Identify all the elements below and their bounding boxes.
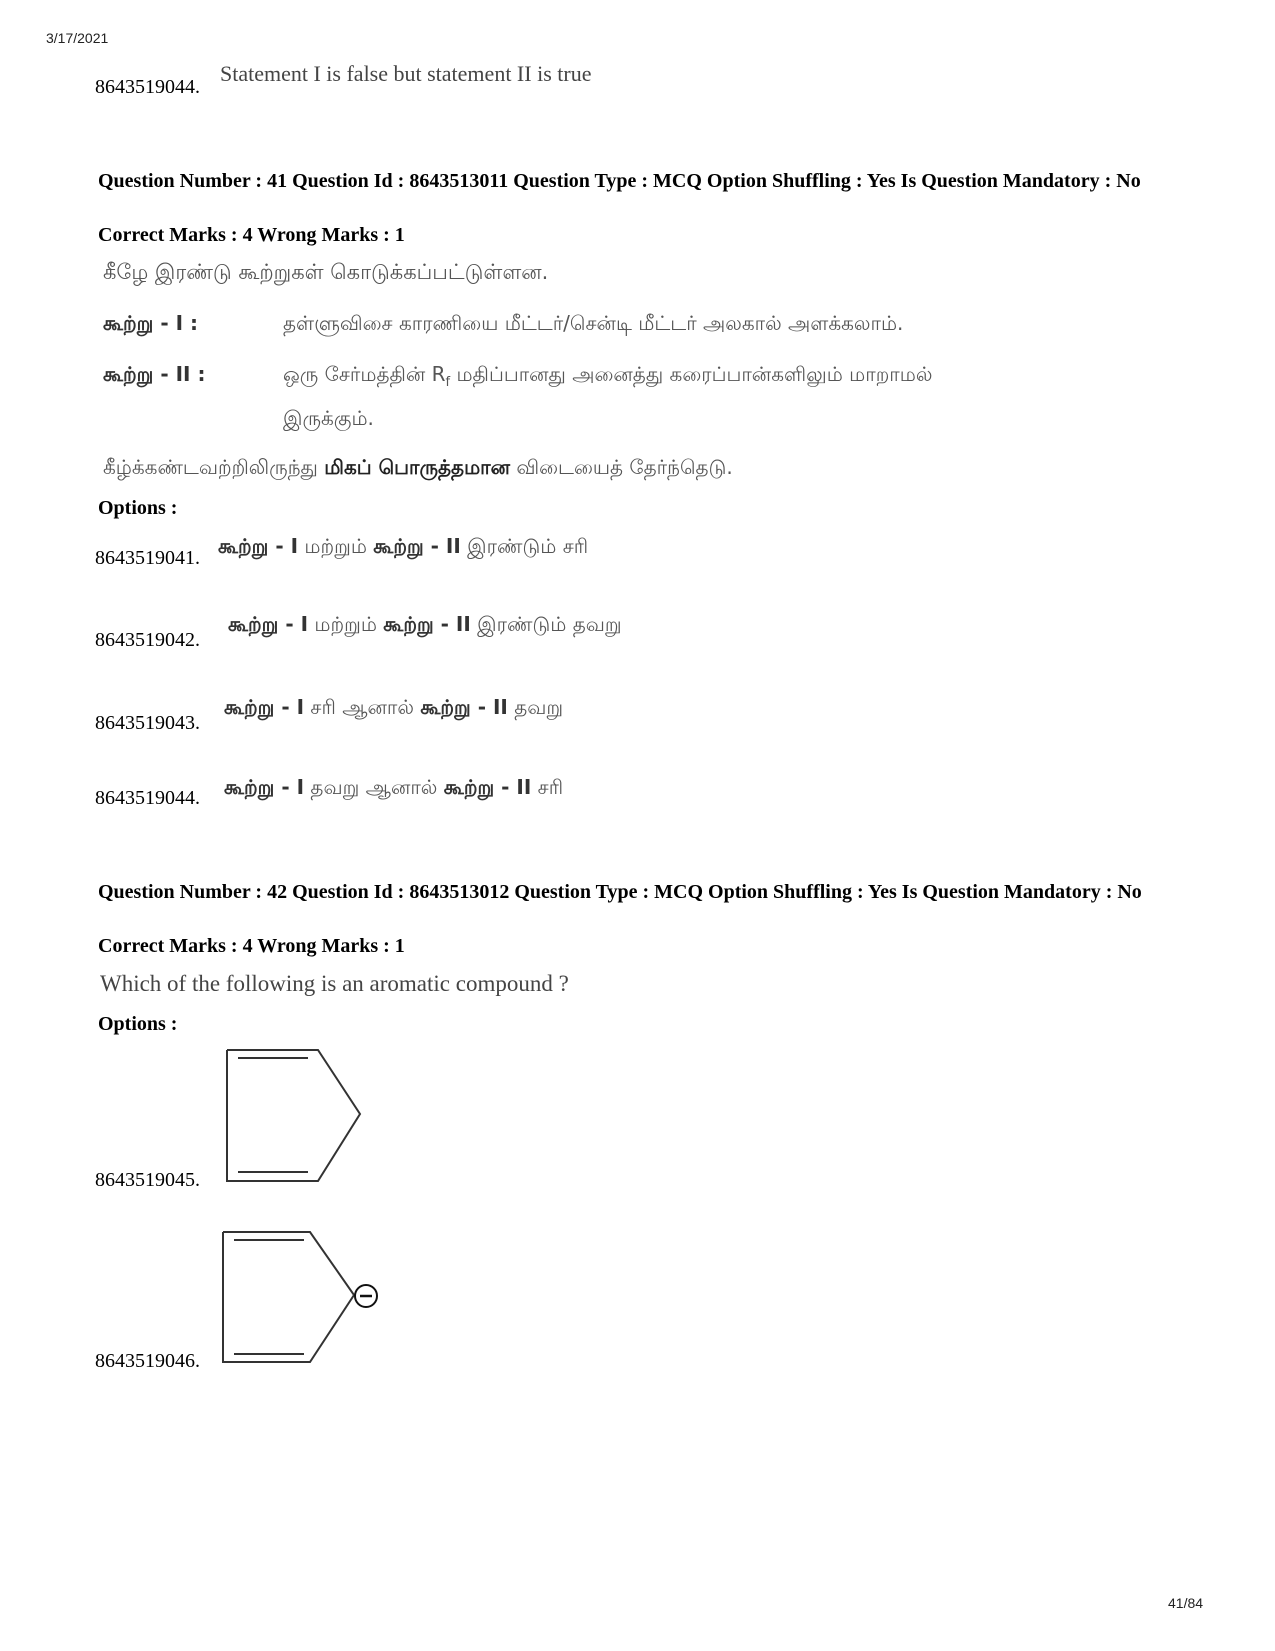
question-marks: Correct Marks : 4 Wrong Marks : 1 xyxy=(98,224,405,246)
option-id: 8643519041. xyxy=(95,547,200,569)
option-text: கூற்று - I தவறு ஆனால் கூற்று - II சரி xyxy=(224,775,564,799)
option-id: 8643519046. xyxy=(95,1350,200,1372)
question-header: Question Number : 41 Question Id : 8643513011 Question Type : MCQ Option Shuffling : Yes Is Question Mandatory : No xyxy=(98,170,1141,192)
option-id: 8643519043. xyxy=(95,712,200,734)
option-text: கூற்று - I மற்றும் கூற்று - II இரண்டும் சரி xyxy=(218,534,589,558)
option-id: 8643519042. xyxy=(95,629,200,651)
question-text: Which of the following is an aromatic compound ? xyxy=(100,971,569,996)
option-id: 8643519044. xyxy=(95,76,200,98)
question-header: Question Number : 42 Question Id : 8643513012 Question Type : MCQ Option Shuffling : Yes Is Question Mandatory : No xyxy=(98,881,1142,903)
statement-2-text: ஒரு சேர்மத்தின் $R_f$ மதிப்பானது அனைத்து கரைப்பான்களிலும் மாறாமல் xyxy=(283,362,933,390)
option-id: 8643519045. xyxy=(95,1169,200,1191)
option-id: 8643519044. xyxy=(95,787,200,809)
cyclopentadienyl-anion-icon xyxy=(220,1229,385,1369)
options-label: Options : xyxy=(98,497,178,519)
statement-1-text: தள்ளுவிசை காரணியை மீட்டர்/சென்டி மீட்டர் அலகால் அளக்கலாம். xyxy=(283,311,904,335)
statement-2-text-cont: இருக்கும். xyxy=(283,406,374,430)
question-instruction: கீழ்க்கண்டவற்றிலிருந்து மிகப் பொருத்தமான விடையைத் தேர்ந்தெடு. xyxy=(103,455,733,479)
option-text: கூற்று - I மற்றும் கூற்று - II இரண்டும் தவறு xyxy=(228,612,622,636)
question-intro: கீழே இரண்டு கூற்றுகள் கொடுக்கப்பட்டுள்ளன. xyxy=(103,260,549,284)
option-text: கூற்று - I சரி ஆனால் கூற்று - II தவறு xyxy=(224,695,564,719)
statement-2-label: கூற்று - II : xyxy=(103,362,206,386)
print-date: 3/17/2021 xyxy=(46,30,109,46)
statement-1-label: கூற்று - I : xyxy=(103,311,199,335)
options-label: Options : xyxy=(98,1013,178,1035)
question-marks: Correct Marks : 4 Wrong Marks : 1 xyxy=(98,935,405,957)
page-number: 41/84 xyxy=(1168,1595,1204,1611)
option-text: Statement I is false but statement II is true xyxy=(220,61,592,86)
cyclopentadiene-icon xyxy=(224,1046,364,1186)
